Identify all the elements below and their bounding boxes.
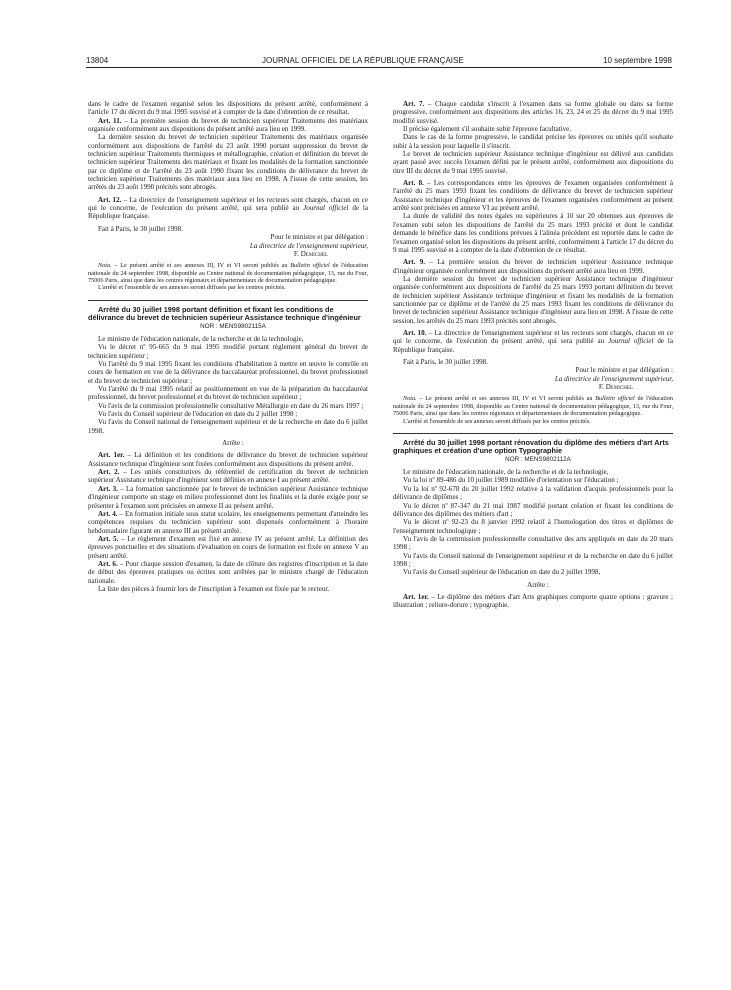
paragraph: La dernière session du brevet de technicien supérieur Traitements des matériaux organisée conformément aux dispositions de l'arrêté du 23 août 1990 portant suppression du brevet de technicien supérieur Traitements thermiques et métallographie, création et définition du brevet de technicien supérieur Traitements des matériaux et fixant les modalités de la formation sanctionnée par ce diplôme et de l'arrêté du 23 août 1990 fixant les conditions de délivrance du brevet de technicien supérieur Traitements des matériaux aura lieu en 1998. A l'issue de cette session, les arrêtés du 23 août 1990 précités sont abrogés. (88, 133, 368, 192)
nor-reference: NOR : MENS9802112A (505, 455, 571, 463)
journal-officiel-ref: Journal officiel (608, 337, 654, 346)
article-heading: Art. 12. (98, 195, 122, 204)
signature-title: La directrice de l'enseignement supérieur, (249, 241, 368, 250)
visa: Vu l'avis du Conseil supérieur de l'éducation en date du 2 juillet 1998, (403, 568, 601, 577)
article (88, 196, 368, 221)
visa: Vu l'avis de la commission professionnelle consultative des arts appliqués en date du 20 mars 1998 ; (393, 534, 673, 552)
article: Art. 6. – Pour chaque session d'examen, la date de clôture des registres d'inscription et la date de début des épreuves pratiques ou écrites sont arrêtées par le ministre chargé de l'éducation nationale. (88, 559, 368, 585)
visa: Le ministre de l'éducation nationale, de la recherche et de la technologie, (403, 468, 609, 477)
article: Art. 9. – La première session du brevet de technicien supérieur Assistance technique d'ingénieur organisée conformément aux dispositions du présent arrêté aura lieu en 1999. (393, 258, 673, 275)
article-text: – La première session du brevet de technicien supérieur Traitements des matériaux organisée conformément aux dispositions du présent arrêté aura lieu en 1999. (88, 116, 368, 134)
paragraph: La dernière session du brevet de technicien supérieur Assistance technique d'ingénieur organisée conformément aux dispositions de l'arrêté du 25 mars 1993 portant définition du brevet de technicien supérieur Assistance technique d'ingénieur et fixant les modalités de la formation sanctionnée par ce diplôme et de l'arrêté du 25 mars 1993 fixant les conditions de délivrance du brevet de technicien supérieur Assistance technique d'ingénieur aura lieu en 1998. A l'issue de cette session, les arrêtés du 25 mars 1993 précités sont abrogés. (393, 274, 673, 325)
article: Art. 3. – La formation sanctionnée par le brevet de technicien supérieur Assistance technique d'ingénieur comporte un stage en milieu professionnel dont les finalités et la durée exigée pour se présenter à l'examen sont précisées en annexe II au présent arrêté. (88, 484, 369, 510)
arrete-heading: Arrête : (527, 580, 549, 589)
signature-line: Pour le ministre et par délégation : (270, 233, 368, 242)
article-text: de la République française. (88, 204, 368, 221)
article (88, 117, 368, 134)
visa: Le ministre de l'éducation nationale, de la recherche et de la technologie, (98, 334, 304, 343)
signature-line: Pour le ministre et par délégation : (575, 366, 673, 375)
header-rule (86, 67, 672, 68)
article: Art. 1er. – La définition et les conditions de délivrance du brevet de technicien supérieur Assistance technique d'ingénieur sont fixées conformément aux dispositions du présent arrêté. (88, 451, 368, 468)
decree-title: Arrêté du 30 juillet 1998 portant rénovation du diplôme des métiers d'art Arts graphiques et création d'une option Typographie (393, 437, 669, 456)
fait-a-paris: Fait à Paris, le 30 juillet 1998. (98, 224, 183, 233)
visa: Vu le décret nº 92-23 du 8 janvier 1992 relatif à l'homologation des titres et diplômes de l'enseignement technologique ; (393, 518, 673, 535)
article: Art. 7. – Chaque candidat s'inscrit à l'examen dans sa forme globale ou dans sa forme progressive, conformément aux dispositions des articles 16, 23, 24 et 25 du décret du 9 mai 1995 modifié susvisé. (393, 100, 673, 125)
article-text: – La directrice de l'enseignement supérieur et les recteurs sont chargés, chacun en ce qui le concerne, de l'exécution du présent arrêté, qui sera publié au (88, 195, 368, 213)
arrete-heading: Arrête : (222, 439, 244, 448)
article-heading: Art. 11. (98, 116, 122, 125)
nor-reference: NOR : MENS9802115A (200, 322, 266, 330)
decree-title: Arrêté du 30 juillet 1998 portant définition et fixant les conditions de délivrance du brevet de technicien supérieur Assistance technique d'ingénieur (88, 304, 361, 323)
visa: Vu la loi nº 89-486 du 10 juillet 1989 modifiée d'orientation sur l'éducation ; (403, 476, 619, 485)
nota: Nota. – Le présent arrêté et ses annexes III, IV et VI seront publiés au Bulletin officiel de l'éducation nationale du 24 septembre 1998, disponible au Centre national de documentation pédagogique, 13, rue du Four, 75006 Paris, ainsi que dans les centres régionaux et départementaux de documentation pédagogique. (393, 395, 673, 418)
nota: Nota. – Le présent arrêté et ses annexes III, IV et VI seront publiés au Bulletin officiel de l'éducation nationale du 24 septembre 1998, disponible au Centre national de documentation pédagogique, 13, rue du Four, 75006 Paris, ainsi que dans les centres régionaux et départementaux de documentation pédagogique. (88, 262, 368, 284)
paragraph: La durée de validité des notes égales ou supérieures à 10 sur 20 obtenues aux épreuves de l'examen subi selon les dispositions de l'arrêté du 25 mars 1993 précité et dont le candidat demande le bénéfice dans les conditions prévues à l'alinéa précédent est reportée dans le cadre de l'examen organisé selon les dispositions du présent arrêté, conformément à l'article 17 du décret du 9 mai 1995 susvisé et à compter de la date d'obtention de ce résultat. (393, 212, 673, 254)
visa: Vu l'arrêté du 9 mai 1995 fixant les conditions d'habilitation à mettre en œuvre le contrôle en cours de formation en vue de la délivrance du baccalauréat professionnel, du brevet professionnel et du brevet de technicien supérieur ; (88, 360, 368, 385)
signature-name: F. Demichel (598, 383, 633, 391)
signature-name: F. Demichel (293, 249, 328, 258)
nota-diffusion: L'arrêté et l'ensemble de ses annexes seront diffusés par les centres précités. (98, 284, 286, 292)
page-number: 13804 (86, 56, 109, 65)
journal-officiel-ref: Journal officiel (303, 204, 349, 213)
visa: Vu l'avis du Conseil national de l'enseignement supérieur et de la recherche en date du 6 juillet 1998, (88, 418, 368, 435)
paragraph: Dans le cas de la forme progressive, le candidat précise les épreuves ou unités qu'il souhaite subir à la session pour laquelle il s'inscrit. (393, 133, 673, 150)
signature-title: La directrice de l'enseignement supérieur, (554, 374, 673, 383)
left-column (88, 100, 368, 593)
paragraph: La liste des pièces à fournir lors de l'inscription à l'examen est fixée par le recteur. (98, 584, 330, 593)
article: Art. 5. – Le règlement d'examen est fixé en annexe IV au présent arrêté. La définition des épreuves ponctuelles et des situations d'évaluation en cours de formation est fixée en annexe V au présent arrêté. (88, 534, 369, 560)
paragraph: Il précise également s'il souhaite subir l'épreuve facultative. (403, 125, 572, 134)
article: Art. 1er. – Le diplôme des métiers d'art Arts graphiques comporte quatre options : gravure ; illustration ; reliure-dorure ; typographie. (393, 592, 674, 610)
journal-title: JOURNAL OFFICIEL DE LA RÉPUBLIQUE FRANÇAISE (262, 56, 464, 65)
article: Art. 2. – Les unités constitutives du référentiel de certification du brevet de technicien supérieur Assistance technique d'ingénieur sont définies en annexe I au présent arrêté. (88, 468, 368, 485)
fait-a-paris: Fait à Paris, le 30 juillet 1998. (403, 357, 488, 366)
article: Art. 10. – La directrice de l'enseignement supérieur et les recteurs sont chargés, chacun en ce qui le concerne, de l'exécution du présent arrêté, qui sera publié au Journal officiel de la République française. (393, 328, 673, 354)
visa: Vu l'arrêté du 9 mai 1995 relatif au positionnement en vue de la préparation du baccalauréat professionnel, du brevet professionnel et du brevet de technicien supérieur ; (88, 385, 368, 402)
paragraph: dans le cadre de l'examen organisé selon les dispositions du présent arrêté, conformément à l'article 17 du décret du 9 mai 1995 susvisé et à compter de la date d'obtention de ce résultat. (88, 100, 368, 117)
visa: Vu la loi nº 92-678 du 20 juillet 1992 relative à la validation d'acquis professionnels pour la délivrance de diplômes ; (393, 484, 673, 502)
visa: Vu l'avis de la commission professionnelle consultative Métallurgie en date du 26 mars 1997 ; (98, 401, 364, 410)
right-column (393, 100, 673, 610)
article: Art. 4. – En formation initiale sous statut scolaire, les enseignements permettant d'atteindre les compétences requises du technicien supérieur sont dispensés conformément à l'horaire hebdomadaire figurant en annexe III au présent arrêté. (88, 509, 368, 535)
article: Art. 8. – Les correspondances entre les épreuves de l'examen organisées conformément à l'arrêté du 25 mars 1993 fixant les conditions de délivrance du brevet de technicien supérieur Assistance technique d'ingénieur et les épreuves de l'examen organisées conformément au présent arrêté sont précisées en annexe VI au présent arrêté. (393, 179, 673, 213)
visa: Vu l'avis du Conseil national de l'enseignement supérieur et de la recherche en date du 6 juillet 1998 ; (393, 551, 673, 568)
nota-diffusion: L'arrêté et l'ensemble de ses annexes seront diffusés par les centres précités. (403, 417, 591, 425)
visa: Vu le décret nº 87-347 du 21 mai 1987 modifié portant création et fixant les conditions de délivrance des diplômes des métiers d'art ; (393, 501, 673, 518)
visa: Vu l'avis du Conseil supérieur de l'éducation en date du 2 juillet 1998 ; (98, 410, 298, 419)
paragraph: Le brevet de technicien supérieur Assistance technique d'ingénieur est délivré aux candidats ayant passé avec succès l'examen défini par le présent arrêté, conformément aux dispositions du titre III du décret du 9 mai 1995 susvisé. (393, 150, 673, 175)
visa: Vu le décret nº 95-665 du 9 mai 1995 modifié portant règlement général du brevet de technicien supérieur ; (88, 343, 368, 360)
issue-date: 10 septembre 1998 (603, 56, 672, 65)
